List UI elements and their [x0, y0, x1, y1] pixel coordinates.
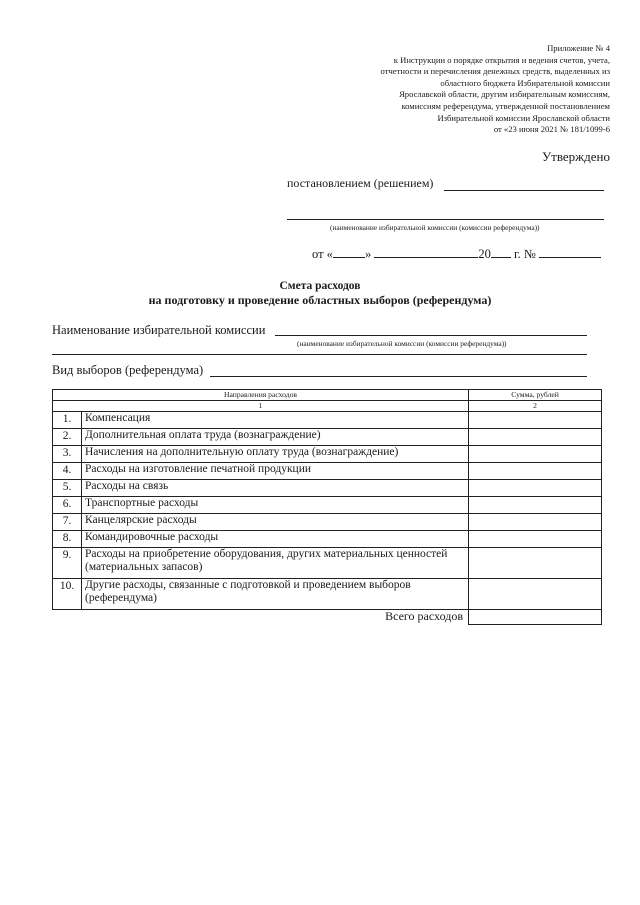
year-suffix: г. №	[513, 247, 536, 261]
amount-cell[interactable]	[469, 429, 602, 446]
amount-cell[interactable]	[469, 514, 602, 531]
total-spacer	[53, 610, 82, 625]
document-subtitle: на подготовку и проведение областных выборов (референдума)	[148, 293, 492, 307]
amount-cell[interactable]	[469, 412, 602, 429]
row-number: 6.	[53, 497, 82, 514]
table-row	[53, 480, 602, 497]
row-number: 7.	[53, 514, 82, 531]
colnum-amount: 2	[469, 401, 602, 412]
appendix-line: комиссиям референдума, утвержденной постановлением	[401, 100, 610, 111]
amount-cell[interactable]	[469, 548, 602, 579]
row-label: Расходы на связь	[82, 480, 469, 497]
table-colnum-row	[53, 401, 602, 412]
row-label: Другие расходы, связанные с подготовкой и проведением выборов (референдума)	[82, 579, 469, 610]
total-amount-cell[interactable]	[469, 610, 602, 625]
row-label: Командировочные расходы	[82, 531, 469, 548]
election-type-field[interactable]	[210, 376, 587, 377]
appendix-line: к Инструкции о порядке открытия и ведения счетов, учета,	[393, 54, 610, 65]
commission-label: Наименование избирательной комиссии	[52, 323, 266, 337]
appendix-line: Ярославской области, другим избирательным комиссиям,	[399, 89, 610, 100]
header-direction: Направления расходов	[53, 390, 469, 401]
approval-date-line	[312, 247, 601, 262]
appendix-line: отчетности и перечисления денежных средств, выделенных из	[380, 66, 610, 77]
amount-cell[interactable]	[469, 463, 602, 480]
commission-field-caption: (наименование избирательной комиссии (комиссии референдума))	[297, 339, 507, 348]
row-number: 3.	[53, 446, 82, 463]
document-title: Смета расходов	[279, 280, 361, 292]
date-quote: »	[364, 247, 372, 261]
amount-cell[interactable]	[469, 446, 602, 463]
row-number: 1.	[53, 412, 82, 429]
row-number: 9.	[53, 548, 82, 579]
amount-cell[interactable]	[469, 579, 602, 610]
table-row	[53, 497, 602, 514]
resolution-label: постановлением (решением)	[287, 176, 434, 190]
header-amount: Сумма, рублей	[469, 390, 602, 401]
row-label: Дополнительная оплата труда (вознаграждение)	[82, 429, 469, 446]
commission-field[interactable]	[275, 335, 587, 336]
amount-cell[interactable]	[469, 497, 602, 514]
date-prefix: от «	[312, 247, 333, 261]
approved-heading: Утверждено	[541, 149, 610, 164]
table-header-row	[53, 390, 602, 401]
row-number: 10.	[53, 579, 82, 610]
appendix-line: областного бюджета Избирательной комиссии	[440, 77, 610, 88]
row-number: 4.	[53, 463, 82, 480]
number-blank[interactable]	[539, 257, 601, 258]
row-number: 2.	[53, 429, 82, 446]
table-row	[53, 579, 602, 610]
amount-cell[interactable]	[469, 531, 602, 548]
table-row	[53, 463, 602, 480]
table-row	[53, 446, 602, 463]
commission-name-blank[interactable]	[287, 219, 604, 220]
table-row	[53, 548, 602, 579]
row-number: 8.	[53, 531, 82, 548]
row-label: Компенсация	[82, 412, 469, 429]
colnum-direction: 1	[53, 401, 469, 412]
row-label: Канцелярские расходы	[82, 514, 469, 531]
total-label: Всего расходов	[82, 610, 469, 625]
table-row	[53, 412, 602, 429]
commission-field-line2[interactable]	[52, 354, 587, 355]
appendix-line: Избирательной комиссии Ярославской области	[437, 112, 610, 123]
row-label: Начисления на дополнительную оплату труда (вознаграждение)	[82, 446, 469, 463]
amount-cell[interactable]	[469, 480, 602, 497]
table-row	[53, 514, 602, 531]
month-blank[interactable]	[374, 257, 478, 258]
election-type-label: Вид выборов (референдума)	[52, 363, 204, 377]
year-blank[interactable]	[491, 257, 511, 258]
expense-table	[52, 389, 602, 625]
appendix-line: Приложение № 4	[547, 43, 610, 53]
table-total-row	[53, 610, 602, 625]
table-row	[53, 531, 602, 548]
table-row	[53, 429, 602, 446]
row-number: 5.	[53, 480, 82, 497]
appendix-line: от «23 июня 2021 № 181/1099-6	[493, 124, 610, 135]
row-label: Расходы на приобретение оборудования, других материальных ценностей (материальных запасов)	[82, 548, 469, 579]
commission-caption: (наименование избирательной комиссии (комиссии референдума))	[330, 223, 540, 232]
appendix-note	[250, 43, 610, 136]
row-label: Транспортные расходы	[82, 497, 469, 514]
year-prefix: 20	[478, 247, 491, 261]
resolution-blank[interactable]	[444, 190, 604, 191]
day-blank[interactable]	[333, 257, 365, 258]
row-label: Расходы на изготовление печатной продукции	[82, 463, 469, 480]
